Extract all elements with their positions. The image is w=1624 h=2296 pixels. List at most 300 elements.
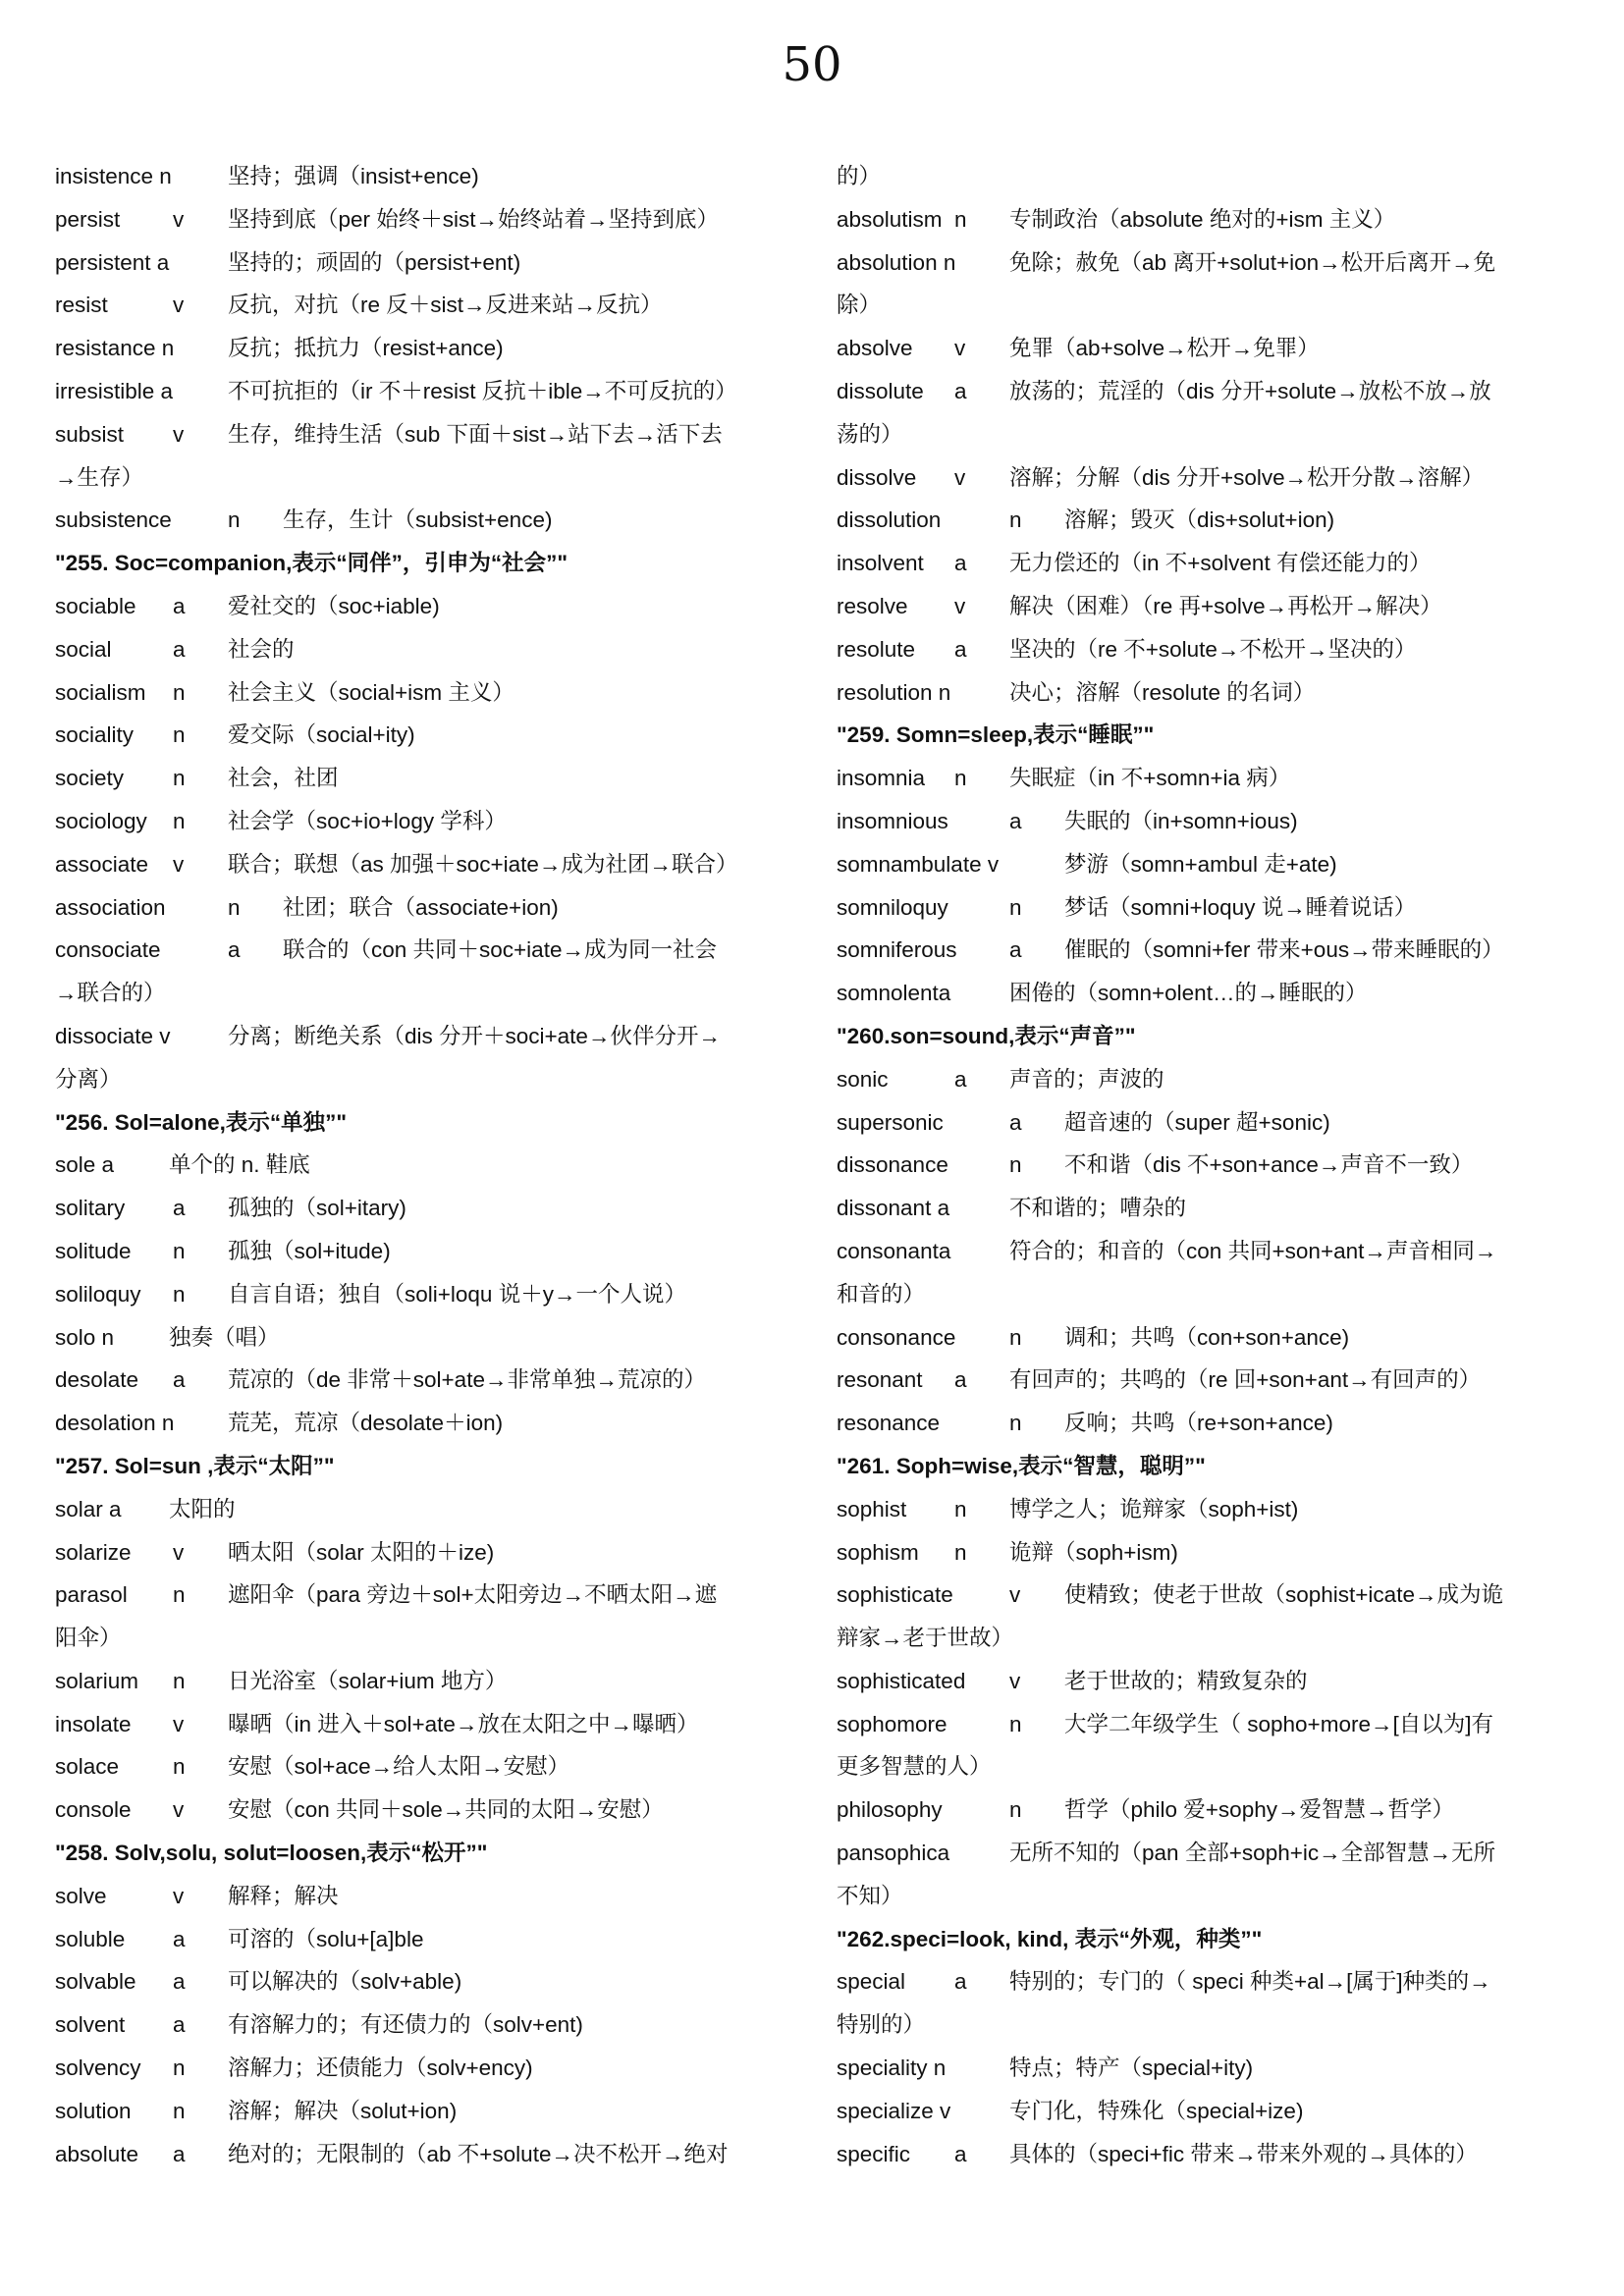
entry-definition: 安慰（con 共同＋sole→共同的太阳→安慰）	[228, 1797, 664, 1823]
entry-word: consociate	[55, 937, 161, 963]
entry-continuation: 辩家→老于世故）	[837, 1626, 1014, 1651]
entry-word: resolve	[837, 593, 908, 618]
entry-definition: 遮阳伞（para 旁边＋sol+太阳旁边→不晒太阳→遮	[228, 1582, 718, 1608]
entry-pos: a	[954, 1969, 967, 1995]
entry-pos: a	[173, 1969, 186, 1995]
vocab-entry	[55, 843, 782, 886]
entry-word: dissonance	[837, 1152, 948, 1178]
entry-pos: v	[173, 1883, 185, 1908]
entry-definition: 生存，生计（subsist+ence)	[283, 507, 553, 533]
entry-definition: 孤独的（sol+itary)	[228, 1196, 406, 1221]
entry-word: absolute	[55, 2141, 139, 2166]
entry-definition: 联合；联想（as 加强＋soc+iate→成为社团→联合）	[228, 851, 738, 877]
vocab-entry	[55, 585, 782, 628]
entry-definition: 单个的 n. 鞋底	[169, 1152, 310, 1178]
entry-continuation: 的）	[837, 164, 882, 188]
entry-pos: a	[228, 937, 241, 963]
right-column	[837, 155, 1563, 2175]
entry-continuation: 和音的）	[837, 1281, 926, 1307]
entry-definition: 联合的（con 共同＋soc+iate→成为同一社会	[283, 937, 717, 963]
entry-definition: 老于世故的；精致复杂的	[1064, 1668, 1308, 1693]
entry-continuation: 荡的）	[837, 421, 903, 447]
entry-word: subsist	[55, 421, 125, 447]
entry-definition: 爱交际（social+ity)	[228, 722, 415, 748]
vocab-entry	[837, 1402, 1563, 1445]
entry-definition: 不可抗拒的（ir 不＋resist 反抗＋ible→不可反抗的）	[228, 378, 737, 403]
vocab-entry	[837, 1101, 1563, 1145]
entry-definition: 荒凉的（de 非常＋sol+ate→非常单独→荒凉的）	[228, 1367, 706, 1393]
entry-definition: 社会的	[228, 636, 295, 662]
entry-pos: a	[954, 2141, 967, 2166]
entry-word: sophism	[837, 1539, 919, 1565]
entry-word: dissociate v	[55, 1023, 171, 1048]
vocab-entry	[55, 886, 782, 930]
entry-definition: 反抗；抵抗力（resist+ance)	[228, 336, 504, 361]
entry-definition: 坚决的（re 不+solute→不松开→坚决的）	[1009, 636, 1417, 662]
entry-word: dissolute	[837, 378, 924, 403]
entry-pos: n	[1009, 1797, 1022, 1823]
entry-pos: a	[954, 378, 967, 403]
entry-definition: 免罪（ab+solve→松开→免罪）	[1009, 336, 1320, 361]
entry-definition: 坚持到底（per 始终＋sist→始终站着→坚持到底）	[228, 206, 720, 232]
vocab-entry	[55, 2003, 782, 2047]
entry-word: subsistence	[55, 507, 172, 533]
vocab-entry	[837, 1359, 1563, 1402]
entry-continuation: 不知）	[837, 1883, 903, 1908]
vocab-entry	[55, 1703, 782, 1746]
entry-pos: a	[1009, 808, 1022, 833]
entry-definition: 溶解力；还债能力（solv+ency)	[228, 2056, 533, 2081]
entry-definition: 失眠症（in 不+somn+ia 病）	[1009, 766, 1291, 791]
vocab-entry	[55, 327, 782, 370]
section-heading: "258. Solv,solu, solut=loosen,表示“松开”"	[55, 1841, 488, 1866]
entry-word: resonant	[837, 1367, 923, 1393]
entry-definition: 使精致；使老于世故（sophist+icate→成为诡	[1064, 1582, 1503, 1608]
vocab-entry	[837, 1316, 1563, 1360]
entry-pos: a	[954, 636, 967, 662]
entry-definition: 专门化，特殊化（special+ize)	[1009, 2098, 1304, 2123]
vocab-entry	[837, 327, 1563, 370]
entry-definition: 哲学（philo 爱+sophy→爱智慧→哲学）	[1064, 1797, 1454, 1823]
entry-pos: a	[954, 1367, 967, 1393]
vocab-entry	[837, 2047, 1563, 2090]
vocab-entry	[55, 1015, 782, 1058]
entry-pos: a	[954, 1066, 967, 1092]
entry-definition: 分离；断绝关系（dis 分开＋soci+ate→伙伴分开→	[228, 1023, 721, 1048]
entry-definition: 困倦的（somn+olent…的→睡眠的）	[1009, 981, 1368, 1006]
vocab-entry	[837, 1488, 1563, 1531]
entry-word: solarium	[55, 1668, 139, 1693]
entry-definition: 免除；赦免（ab 离开+solut+ion→松开后离开→免	[1009, 249, 1496, 275]
vocab-entry	[55, 1789, 782, 1832]
entry-definition: 自言自语；独自（soli+loqu 说＋y→一个人说）	[228, 1281, 686, 1307]
section-heading: "256. Sol=alone,表示“单独”"	[55, 1109, 348, 1135]
entry-word: resolution n	[837, 679, 951, 705]
entry-continuation: →生存）	[55, 464, 144, 490]
vocab-entry	[55, 1960, 782, 2003]
entry-pos: n	[1009, 1711, 1022, 1736]
entry-word: absolution n	[837, 249, 956, 275]
entry-word: insolate	[55, 1711, 132, 1736]
vocab-entry	[837, 628, 1563, 671]
entry-definition: 失眠的（in+somn+ious)	[1064, 808, 1298, 833]
vocab-entry	[55, 1316, 782, 1360]
vocab-entry	[55, 1875, 782, 1918]
section-heading: "257. Sol=sun ,表示“太阳”"	[55, 1453, 335, 1478]
vocab-entry	[55, 1660, 782, 1703]
vocab-entry	[55, 370, 782, 413]
vocab-entry	[55, 155, 782, 198]
entry-word: dissonant a	[837, 1196, 950, 1221]
entry-definition: 解释；解决	[228, 1883, 339, 1908]
entry-definition: 安慰（sol+ace→给人太阳→安慰）	[228, 1754, 570, 1780]
entry-word: sophomore	[837, 1711, 947, 1736]
vocab-entry	[837, 456, 1563, 500]
vocab-entry	[837, 1531, 1563, 1575]
entry-word: somnambulate v	[837, 851, 1000, 877]
entry-pos: n	[173, 808, 186, 833]
vocab-entry	[837, 1789, 1563, 1832]
entry-continuation: 除）	[837, 293, 882, 318]
entry-word: social	[55, 636, 112, 662]
entry-pos: a	[173, 593, 186, 618]
entry-definition: 可溶的（solu+[a]ble	[228, 1926, 424, 1951]
entry-word: consonanta	[837, 1238, 951, 1263]
entry-word: persist	[55, 206, 121, 232]
entry-word: sociable	[55, 593, 136, 618]
entry-definition: 可以解决的（solv+able)	[228, 1969, 462, 1995]
entry-pos: v	[173, 1797, 185, 1823]
entry-pos: n	[173, 679, 186, 705]
entry-pos: n	[1009, 1152, 1022, 1178]
entry-definition: 决心；溶解（resolute 的名词）	[1009, 679, 1316, 705]
entry-definition: 符合的；和音的（con 共同+son+ant→声音相同→	[1009, 1238, 1497, 1263]
vocab-entry	[837, 1660, 1563, 1703]
entry-definition: 晒太阳（solar 太阳的＋ize)	[228, 1539, 495, 1565]
entry-continuation: 分离）	[55, 1066, 122, 1092]
section-heading: "255. Soc=companion,表示“同伴”，引申为“社会”"	[55, 551, 568, 576]
entry-definition: 声音的；声波的	[1009, 1066, 1164, 1092]
vocab-entry	[837, 929, 1563, 972]
entry-word: solve	[55, 1883, 107, 1908]
entry-definition: 爱社交的（soc+iable)	[228, 593, 440, 618]
entry-definition: 曝晒（in 进入＋sol+ate→放在太阳之中→曝晒）	[228, 1711, 699, 1736]
entry-word: association	[55, 894, 166, 920]
vocab-entry	[55, 714, 782, 757]
entry-pos: v	[954, 464, 966, 490]
entry-pos: n	[228, 507, 241, 533]
vocab-entry	[837, 1058, 1563, 1101]
entry-definition: 社团；联合（associate+ion)	[283, 894, 559, 920]
entry-word: specialize v	[837, 2098, 951, 2123]
vocab-entry	[837, 800, 1563, 843]
entry-word: solar a	[55, 1496, 122, 1522]
entry-word: resolute	[837, 636, 916, 662]
vocab-entry	[837, 843, 1563, 886]
entry-word: dissolve	[837, 464, 917, 490]
vocab-entry	[55, 1230, 782, 1273]
vocab-entry	[55, 2090, 782, 2133]
entry-word: solvency	[55, 2056, 141, 2081]
entry-pos: a	[173, 1926, 186, 1951]
entry-word: solace	[55, 1754, 120, 1780]
entry-word: desolate	[55, 1367, 139, 1393]
entry-definition: 无所不知的（pan 全部+soph+ic→全部智慧→无所	[1009, 1841, 1496, 1866]
entry-pos: n	[954, 1496, 967, 1522]
vocab-entry	[55, 1745, 782, 1789]
entry-word: desolation n	[55, 1411, 175, 1436]
entry-definition: 调和；共鸣（con+son+ance)	[1064, 1324, 1350, 1350]
entry-continuation: 更多智慧的人）	[837, 1754, 992, 1780]
entry-pos: v	[173, 206, 185, 232]
entry-word: parasol	[55, 1582, 128, 1608]
vocab-entry	[837, 1230, 1563, 1273]
entry-word: solution	[55, 2098, 132, 2123]
entry-definition: 独奏（唱）	[169, 1324, 280, 1350]
entry-pos: v	[173, 851, 185, 877]
entry-definition: 专制政治（absolute 绝对的+ism 主义）	[1009, 206, 1396, 232]
entry-pos: v	[173, 293, 185, 318]
entry-definition: 孤独（sol+itude)	[228, 1238, 391, 1263]
entry-pos: a	[1009, 937, 1022, 963]
vocab-entry	[837, 198, 1563, 241]
entry-pos: v	[1009, 1582, 1021, 1608]
entry-definition: 有溶解力的；有还债力的（solv+ent)	[228, 2012, 583, 2038]
entry-definition: 生存，维持生活（sub 下面＋sist→站下去→活下去	[228, 421, 723, 447]
entry-pos: v	[173, 421, 185, 447]
vocab-entry	[837, 542, 1563, 585]
entry-word: pansophica	[837, 1841, 950, 1866]
entry-pos: v	[173, 1711, 185, 1736]
vocab-entry	[837, 585, 1563, 628]
entry-word: soluble	[55, 1926, 126, 1951]
entry-continuation: 特别的）	[837, 2012, 926, 2038]
vocab-entry	[55, 1918, 782, 1961]
entry-definition: 不和谐的；嘈杂的	[1009, 1196, 1187, 1221]
vocab-entry	[837, 1960, 1563, 2003]
entry-pos: n	[954, 206, 967, 232]
entry-definition: 社会，社团	[228, 766, 339, 791]
entry-definition: 放荡的；荒淫的（dis 分开+solute→放松不放→放	[1009, 378, 1491, 403]
entry-definition: 具体的（speci+fic 带来→带来外观的→具体的）	[1009, 2141, 1478, 2166]
entry-pos: n	[173, 722, 186, 748]
vocab-entry	[55, 413, 782, 456]
section-heading: "262.speci=look, kind, 表示“外观，种类”"	[837, 1926, 1263, 1951]
page-number: 50	[782, 37, 842, 92]
entry-definition: 诡辩（soph+ism)	[1009, 1539, 1178, 1565]
entry-word: philosophy	[837, 1797, 943, 1823]
entry-definition: 坚持；强调（insist+ence)	[228, 164, 479, 188]
entry-pos: n	[1009, 1411, 1022, 1436]
vocab-entry	[837, 1832, 1563, 1875]
vocab-entry	[837, 757, 1563, 800]
entry-definition: 溶解；分解（dis 分开+solve→松开分散→溶解）	[1009, 464, 1485, 490]
entry-pos: v	[954, 593, 966, 618]
vocab-entry	[55, 929, 782, 972]
vocab-entry	[55, 1531, 782, 1575]
entry-word: somniferous	[837, 937, 957, 963]
entry-definition: 反响；共鸣（re+son+ance)	[1064, 1411, 1333, 1436]
entry-word: special	[837, 1969, 906, 1995]
entry-pos: v	[173, 1539, 185, 1565]
entry-word: insistence n	[55, 164, 172, 188]
entry-word: resonance	[837, 1411, 941, 1436]
vocab-entry	[55, 671, 782, 715]
entry-definition: 日光浴室（solar+ium 地方）	[228, 1668, 508, 1693]
entry-word: specific	[837, 2141, 911, 2166]
entry-pos: a	[173, 636, 186, 662]
vocab-entry	[837, 2133, 1563, 2176]
vocab-entry	[837, 370, 1563, 413]
entry-pos: n	[173, 2098, 186, 2123]
entry-definition: 有回声的；共鸣的（re 回+son+ant→有回声的）	[1009, 1367, 1482, 1393]
vocab-entry	[837, 1144, 1563, 1187]
entry-pos: a	[1009, 1109, 1022, 1135]
entry-word: consonance	[837, 1324, 956, 1350]
entry-word: speciality n	[837, 2056, 947, 2081]
entry-pos: a	[954, 551, 967, 576]
entry-pos: n	[173, 2056, 186, 2081]
entry-word: solvable	[55, 1969, 136, 1995]
entry-definition: 梦游（somn+ambul 走+ate)	[1064, 851, 1337, 877]
vocab-entry	[55, 499, 782, 542]
entry-word: somniloquy	[837, 894, 948, 920]
vocab-entry	[837, 1574, 1563, 1617]
entry-pos: n	[1009, 1324, 1022, 1350]
section-heading: "260.son=sound,表示“声音”"	[837, 1023, 1136, 1048]
entry-pos: v	[1009, 1668, 1021, 1693]
entry-pos: n	[173, 1238, 186, 1263]
entry-definition: 博学之人；诡辩家（soph+ist)	[1009, 1496, 1299, 1522]
entry-word: sociality	[55, 722, 135, 748]
entry-word: solo n	[55, 1324, 115, 1350]
vocab-entry	[837, 499, 1563, 542]
entry-word: solarize	[55, 1539, 132, 1565]
entry-definition: 无力偿还的（in 不+solvent 有偿还能力的）	[1009, 551, 1432, 576]
entry-word: society	[55, 766, 125, 791]
left-column	[55, 155, 782, 2175]
entry-pos: n	[173, 1754, 186, 1780]
entry-word: associate	[55, 851, 149, 877]
vocab-entry	[55, 800, 782, 843]
vocab-entry	[837, 241, 1563, 285]
vocab-entry	[837, 972, 1563, 1015]
entry-pos: n	[1009, 894, 1022, 920]
entry-word: insomnia	[837, 766, 926, 791]
vocab-entry	[55, 1144, 782, 1187]
entry-definition: 反抗，对抗（re 反＋sist→反进来站→反抗）	[228, 293, 663, 318]
entry-pos: a	[173, 2012, 186, 2038]
entry-definition: 荒芜，荒凉（desolate＋ion)	[228, 1411, 504, 1436]
entry-pos: n	[954, 1539, 967, 1565]
vocab-entry	[55, 198, 782, 241]
entry-word: resist	[55, 293, 108, 318]
vocab-entry	[55, 1359, 782, 1402]
entry-definition: 梦话（somni+loquy 说→睡着说话）	[1064, 894, 1417, 920]
section-heading: "259. Somn=sleep,表示“睡眠”"	[837, 722, 1155, 748]
entry-definition: 特点；特产（special+ity)	[1009, 2056, 1254, 2081]
entry-word: solvent	[55, 2012, 126, 2038]
vocab-entry	[55, 2133, 782, 2176]
vocab-entry	[837, 2090, 1563, 2133]
entry-pos: n	[173, 1281, 186, 1307]
entry-pos: n	[1009, 507, 1022, 533]
entry-word: sole a	[55, 1152, 115, 1178]
vocab-entry	[837, 1703, 1563, 1746]
vocab-entry	[837, 1187, 1563, 1230]
entry-definition: 不和谐（dis 不+son+ance→声音不一致）	[1064, 1152, 1474, 1178]
vocab-entry	[55, 1187, 782, 1230]
vocab-entry	[55, 1273, 782, 1316]
entry-word: absolutism	[837, 206, 943, 232]
entry-word: insomnious	[837, 808, 948, 833]
entry-word: irresistible a	[55, 378, 174, 403]
entry-pos: n	[228, 894, 241, 920]
entry-word: solitary	[55, 1196, 126, 1221]
entry-continuation: 阳伞）	[55, 1626, 122, 1651]
entry-word: resistance n	[55, 336, 175, 361]
entry-word: sociology	[55, 808, 147, 833]
vocab-entry	[55, 284, 782, 327]
entry-definition: 溶解；解决（solut+ion)	[228, 2098, 458, 2123]
entry-word: socialism	[55, 679, 146, 705]
entry-definition: 社会主义（social+ism 主义）	[228, 679, 514, 705]
entry-pos: n	[954, 766, 967, 791]
entry-pos: a	[173, 1196, 186, 1221]
entry-word: soliloquy	[55, 1281, 141, 1307]
entry-definition: 特别的；专门的（ speci 种类+al→[属于]种类的→	[1009, 1969, 1491, 1995]
entry-definition: 催眠的（somni+fer 带来+ous→带来睡眠的）	[1064, 937, 1504, 963]
entry-definition: 绝对的；无限制的（ab 不+solute→决不松开→绝对	[228, 2141, 729, 2166]
section-heading: "261. Soph=wise,表示“智慧，聪明”"	[837, 1453, 1206, 1478]
entry-continuation: →联合的）	[55, 981, 166, 1006]
entry-word: sophisticated	[837, 1668, 966, 1693]
entry-pos: v	[954, 336, 966, 361]
entry-word: sophist	[837, 1496, 907, 1522]
entry-word: sophisticate	[837, 1582, 953, 1608]
entry-word: solitude	[55, 1238, 132, 1263]
entry-pos: a	[173, 1367, 186, 1393]
entry-definition: 溶解；毁灭（dis+solut+ion)	[1064, 507, 1335, 533]
entry-definition: 太阳的	[169, 1496, 236, 1522]
entry-pos: n	[173, 1582, 186, 1608]
entry-definition: 超音速的（super 超+sonic)	[1064, 1109, 1330, 1135]
vocab-entry	[55, 241, 782, 285]
entry-word: absolve	[837, 336, 913, 361]
entry-pos: a	[173, 2141, 186, 2166]
vocab-entry	[55, 1488, 782, 1531]
entry-definition: 解决（困难）（re 再+solve→再松开→解决）	[1009, 593, 1442, 618]
entry-definition: 坚持的；顽固的（persist+ent)	[228, 249, 521, 275]
entry-definition: 大学二年级学生（ sopho+more→[自以为]有	[1064, 1711, 1493, 1736]
vocab-entry	[837, 886, 1563, 930]
vocab-entry	[837, 671, 1563, 715]
entry-word: sonic	[837, 1066, 889, 1092]
entry-word: somnolenta	[837, 981, 951, 1006]
vocab-entry	[55, 628, 782, 671]
entry-word: persistent a	[55, 249, 170, 275]
vocab-entry	[55, 1574, 782, 1617]
entry-pos: n	[173, 1668, 186, 1693]
entry-word: console	[55, 1797, 132, 1823]
entry-word: supersonic	[837, 1109, 944, 1135]
entry-pos: n	[173, 766, 186, 791]
vocab-entry	[55, 757, 782, 800]
vocab-entry	[55, 2047, 782, 2090]
vocab-entry	[55, 1402, 782, 1445]
entry-word: insolvent	[837, 551, 924, 576]
entry-definition: 社会学（soc+io+logy 学科）	[228, 808, 507, 833]
